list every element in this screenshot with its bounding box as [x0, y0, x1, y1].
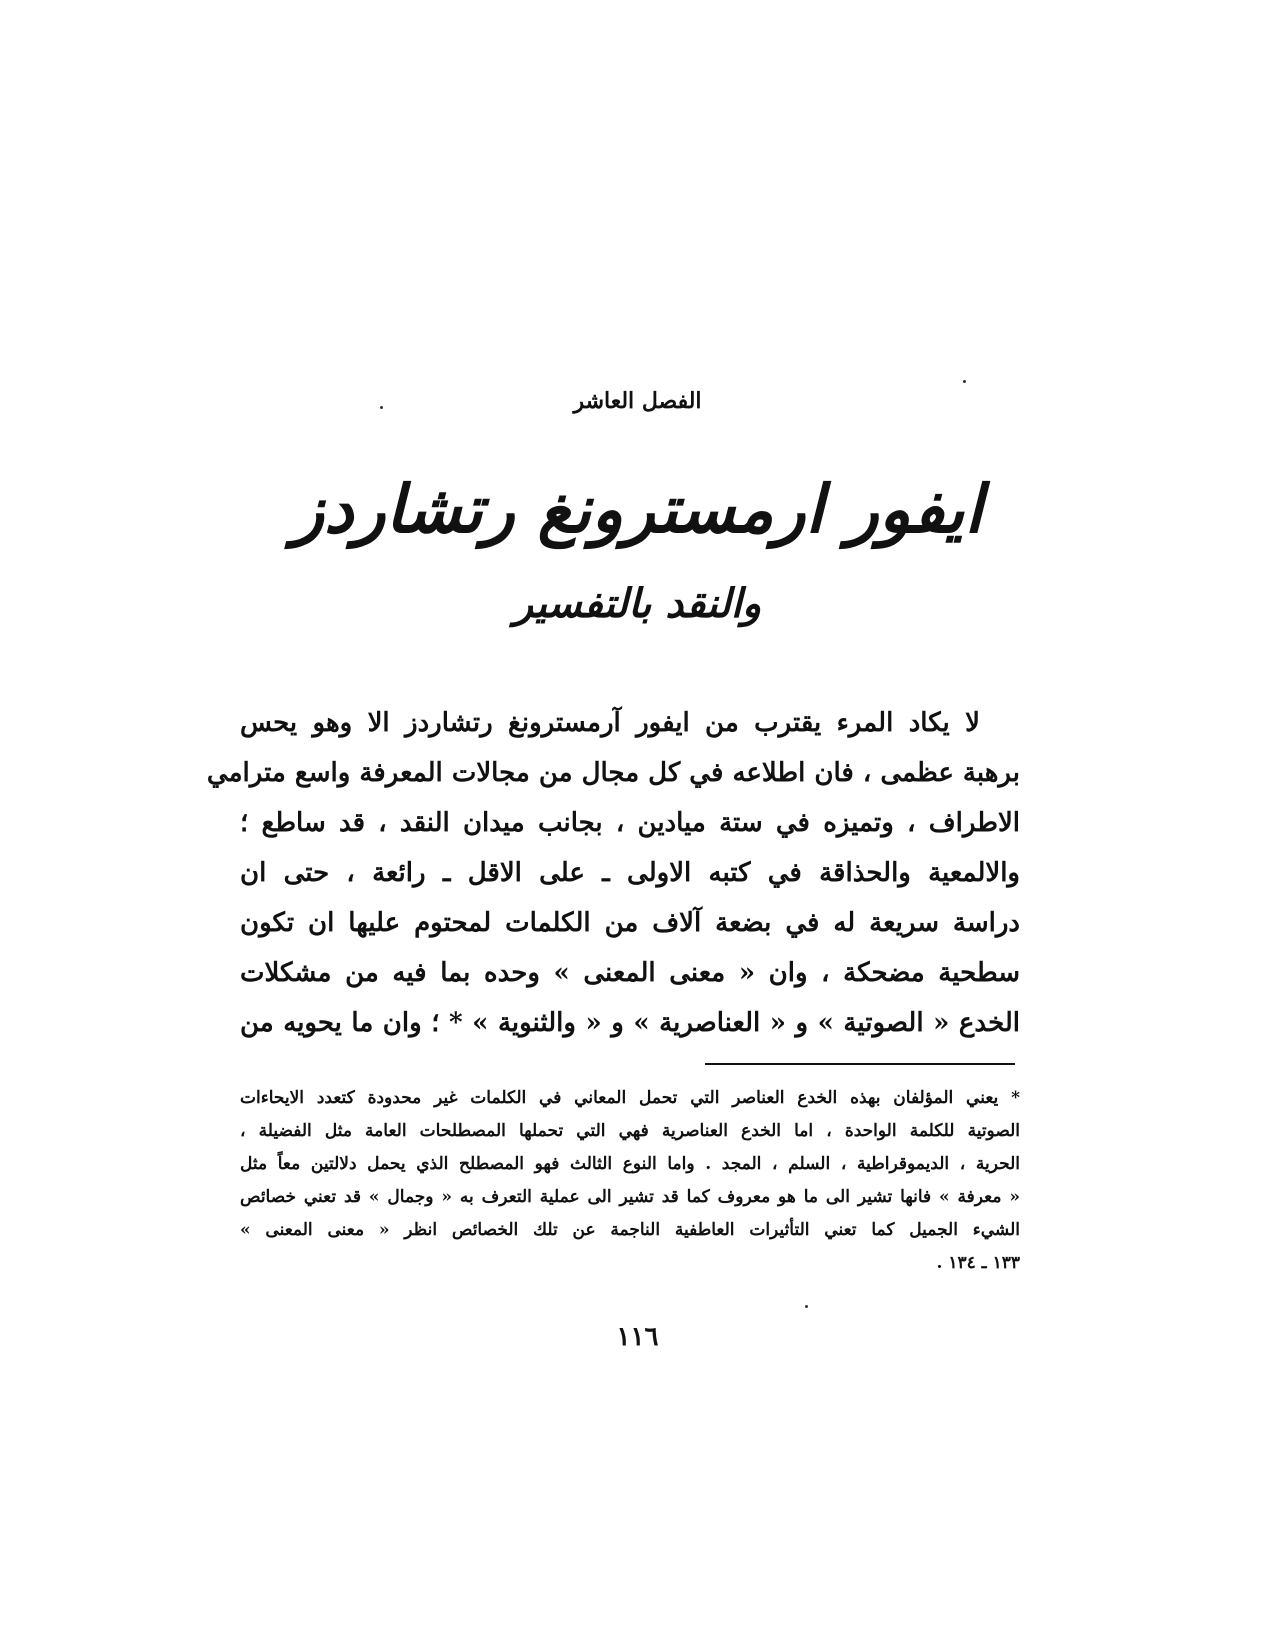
footnote-line: ١٣٣ ـ ١٣٤ . [936, 1253, 1020, 1273]
chapter-heading: الفصل العاشر [573, 388, 702, 414]
body-line: الخدع « الصوتية » و « العناصرية » و « والثنوية » * ؛ وان ما يحويه من [240, 1008, 1020, 1038]
body-line: لا يكاد المرء يقترب من ايفور آرمسترونغ رتشاردز الا وهو يحس [240, 708, 980, 738]
footnote-line: الحرية ، الديموقراطية ، السلم ، المجد . واما النوع الثالث فهو المصطلح الذي يحمل دلالتين معاً مثل [240, 1154, 1020, 1174]
scan-speck [805, 1305, 808, 1308]
body-line: الاطراف ، وتميزه في ستة ميادين ، بجانب ميدان النقد ، قد ساطع ؛ [240, 808, 1020, 838]
chapter-title: ايفور ارمسترونغ رتشاردز [292, 470, 983, 548]
body-line: والالمعية والحذاقة في كتبه الاولى ـ على الاقل ـ رائعة ، حتى ان [240, 858, 1020, 888]
footnote-line: الشيء الجميل كما تعني التأثيرات العاطفية الناجمة عن تلك الخصائص انظر « معنى المعنى » [240, 1220, 1020, 1240]
scan-speck [963, 380, 966, 383]
footnote-line: الصوتية للكلمة الواحدة ، اما الخدع العناصرية فهي التي تحملها المصطلحات العامة مثل الفضيلة ، [240, 1121, 1020, 1141]
footnote-separator [705, 1063, 1015, 1065]
footnote-line: « معرفة » فانها تشير الى ما هو معروف كما قد تشير الى عملية التعرف به « وجمال » قد تعني خصائص [240, 1187, 1020, 1207]
body-line: برهبة عظمى ، فان اطلاعه في كل مجال من مجالات المعرفة واسع مترامي [206, 758, 1020, 788]
body-line: سطحية مضحكة ، وان « معنى المعنى » وحده بما فيه من مشكلات [240, 958, 1020, 988]
scan-speck [380, 406, 383, 409]
body-paragraph [206, 698, 1020, 1048]
body-line: دراسة سريعة له في بضعة آلاف من الكلمات لمحتوم عليها ان تكون [240, 908, 1020, 938]
footnote [240, 1082, 1020, 1280]
footnote-line: * يعني المؤلفان بهذه الخدع العناصر التي تحمل المعاني في الكلمات غير محدودة كتعدد الايحاءات [240, 1088, 1020, 1108]
page-number: ١١٦ [616, 1322, 659, 1352]
chapter-subtitle: والنقد بالتفسير [513, 580, 762, 627]
